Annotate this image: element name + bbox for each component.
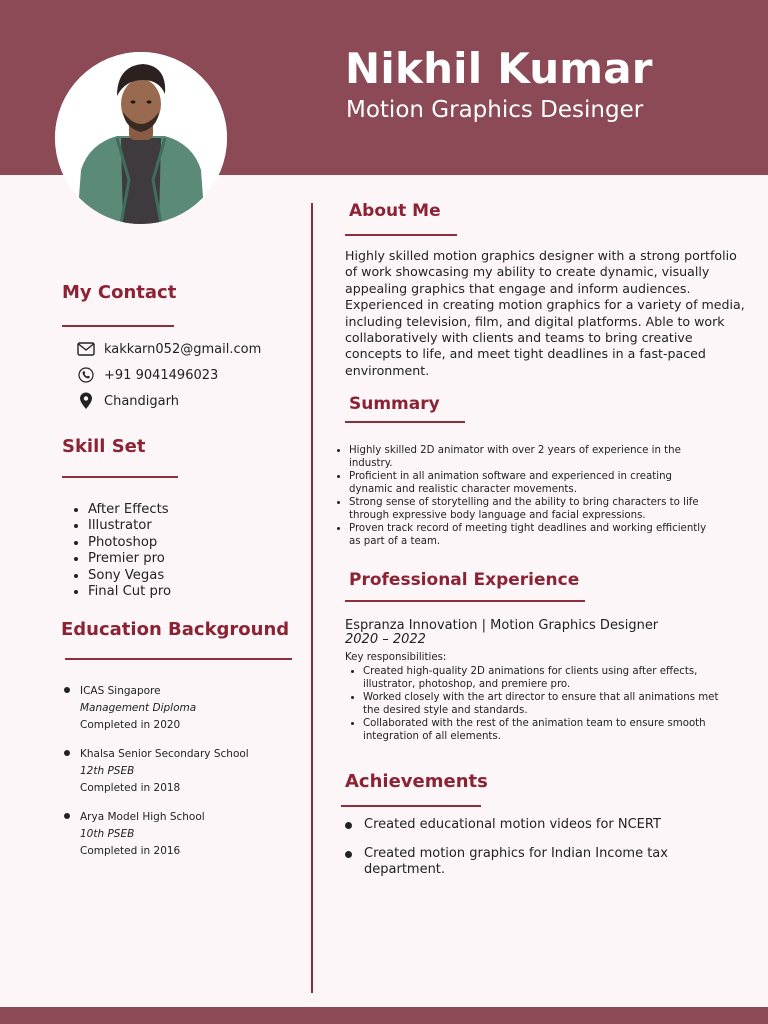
skill-item: • Sony Vegas bbox=[88, 568, 171, 584]
map-pin-icon bbox=[76, 391, 96, 411]
education-item bbox=[64, 683, 196, 734]
achievement-text: Created motion graphics for Indian Income tax department. bbox=[364, 846, 668, 877]
achievements-rule bbox=[341, 805, 481, 807]
job-title: Motion Graphics Desinger bbox=[346, 97, 644, 123]
skills-list bbox=[68, 502, 171, 600]
email-text[interactable]: kakkarn052@gmail.com bbox=[104, 341, 262, 357]
school-name: Khalsa Senior Secondary School bbox=[80, 748, 249, 760]
skill-item: • Illustrator bbox=[88, 518, 171, 534]
responsibility-item: • Created high-quality 2D animations for clients using after effects, illustrator, photoshop, and premiere pro. bbox=[363, 665, 733, 691]
summary-item: • Strong sense of storytelling and the ability to bring characters to life through expressive body language and facial expressions. bbox=[349, 496, 709, 522]
bullet bbox=[64, 750, 70, 756]
about-rule bbox=[345, 234, 457, 236]
completion-year: Completed in 2016 bbox=[80, 845, 181, 857]
about-text: Highly skilled motion graphics designer with a strong portfolio of work showcasing my ability to create dynamic, visually appealing graphics that engage and inform audiences. Experienced in creating motion graphics for a variety of media, including television, film, and digital platforms. Able to work collaboratively with clients and teams to bring creative concepts to life, and meet tight deadlines in a fast-paced environment. bbox=[345, 248, 745, 378]
summary-list bbox=[330, 444, 709, 548]
skills-heading: Skill Set bbox=[62, 436, 146, 457]
experience-dates: 2020 – 2022 bbox=[345, 632, 426, 647]
experience-title: Espranza Innovation | Motion Graphics Designer bbox=[345, 618, 659, 633]
bullet bbox=[345, 851, 352, 858]
education-item bbox=[64, 809, 205, 860]
skill-item: • After Effects bbox=[88, 502, 171, 518]
contact-heading: My Contact bbox=[62, 282, 177, 303]
skill-item: • Premier pro bbox=[88, 551, 171, 567]
about-heading: About Me bbox=[349, 201, 441, 221]
contact-rule bbox=[62, 325, 174, 327]
contact-email bbox=[76, 339, 261, 359]
achievements-heading: Achievements bbox=[345, 771, 488, 792]
program-name: 10th PSEB bbox=[80, 828, 135, 840]
skill-item: • Photoshop bbox=[88, 535, 171, 551]
experience-rule bbox=[345, 600, 585, 602]
bullet bbox=[64, 687, 70, 693]
summary-item: • Proficient in all animation software and experienced in creating dynamic and realistic character movements. bbox=[349, 470, 709, 496]
education-item bbox=[64, 746, 249, 797]
envelope-icon bbox=[76, 339, 96, 359]
key-responsibilities-label: Key responsibilities: bbox=[345, 652, 447, 663]
completion-year: Completed in 2020 bbox=[80, 719, 181, 731]
bullet bbox=[345, 822, 352, 829]
summary-heading: Summary bbox=[349, 394, 440, 414]
summary-rule bbox=[345, 421, 465, 423]
candidate-name: Nikhil Kumar bbox=[345, 44, 653, 93]
contact-location bbox=[76, 391, 179, 411]
summary-item: • Highly skilled 2D animator with over 2 years of experience in the industry. bbox=[349, 444, 709, 470]
skills-rule bbox=[62, 476, 178, 478]
achievement-item bbox=[345, 817, 705, 833]
school-name: Arya Model High School bbox=[80, 811, 205, 823]
phone-icon bbox=[76, 365, 96, 385]
responsibility-item: • Worked closely with the art director to ensure that all animations met the desired style and standards. bbox=[363, 691, 733, 717]
achievement-text: Created educational motion videos for NCERT bbox=[364, 817, 661, 832]
education-rule bbox=[65, 658, 292, 660]
responsibilities-list bbox=[344, 665, 733, 743]
achievement-item bbox=[345, 846, 705, 878]
program-name: Management Diploma bbox=[80, 702, 197, 714]
phone-text[interactable]: +91 9041496023 bbox=[104, 367, 219, 383]
contact-phone bbox=[76, 365, 218, 385]
skill-item: • Final Cut pro bbox=[88, 584, 171, 600]
profile-photo bbox=[55, 52, 227, 224]
summary-item: • Proven track record of meeting tight deadlines and working efficiently as part of a team. bbox=[349, 522, 709, 548]
responsibility-item: • Collaborated with the rest of the animation team to ensure smooth integration of all elements. bbox=[363, 717, 733, 743]
location-text: Chandigarh bbox=[104, 393, 179, 409]
program-name: 12th PSEB bbox=[80, 765, 135, 777]
completion-year: Completed in 2018 bbox=[80, 782, 181, 794]
school-name: ICAS Singapore bbox=[80, 685, 161, 697]
education-heading: Education Background bbox=[61, 619, 290, 640]
experience-heading: Professional Experience bbox=[349, 570, 580, 590]
column-divider bbox=[311, 203, 313, 993]
footer-band bbox=[0, 1007, 768, 1024]
bullet bbox=[64, 813, 70, 819]
